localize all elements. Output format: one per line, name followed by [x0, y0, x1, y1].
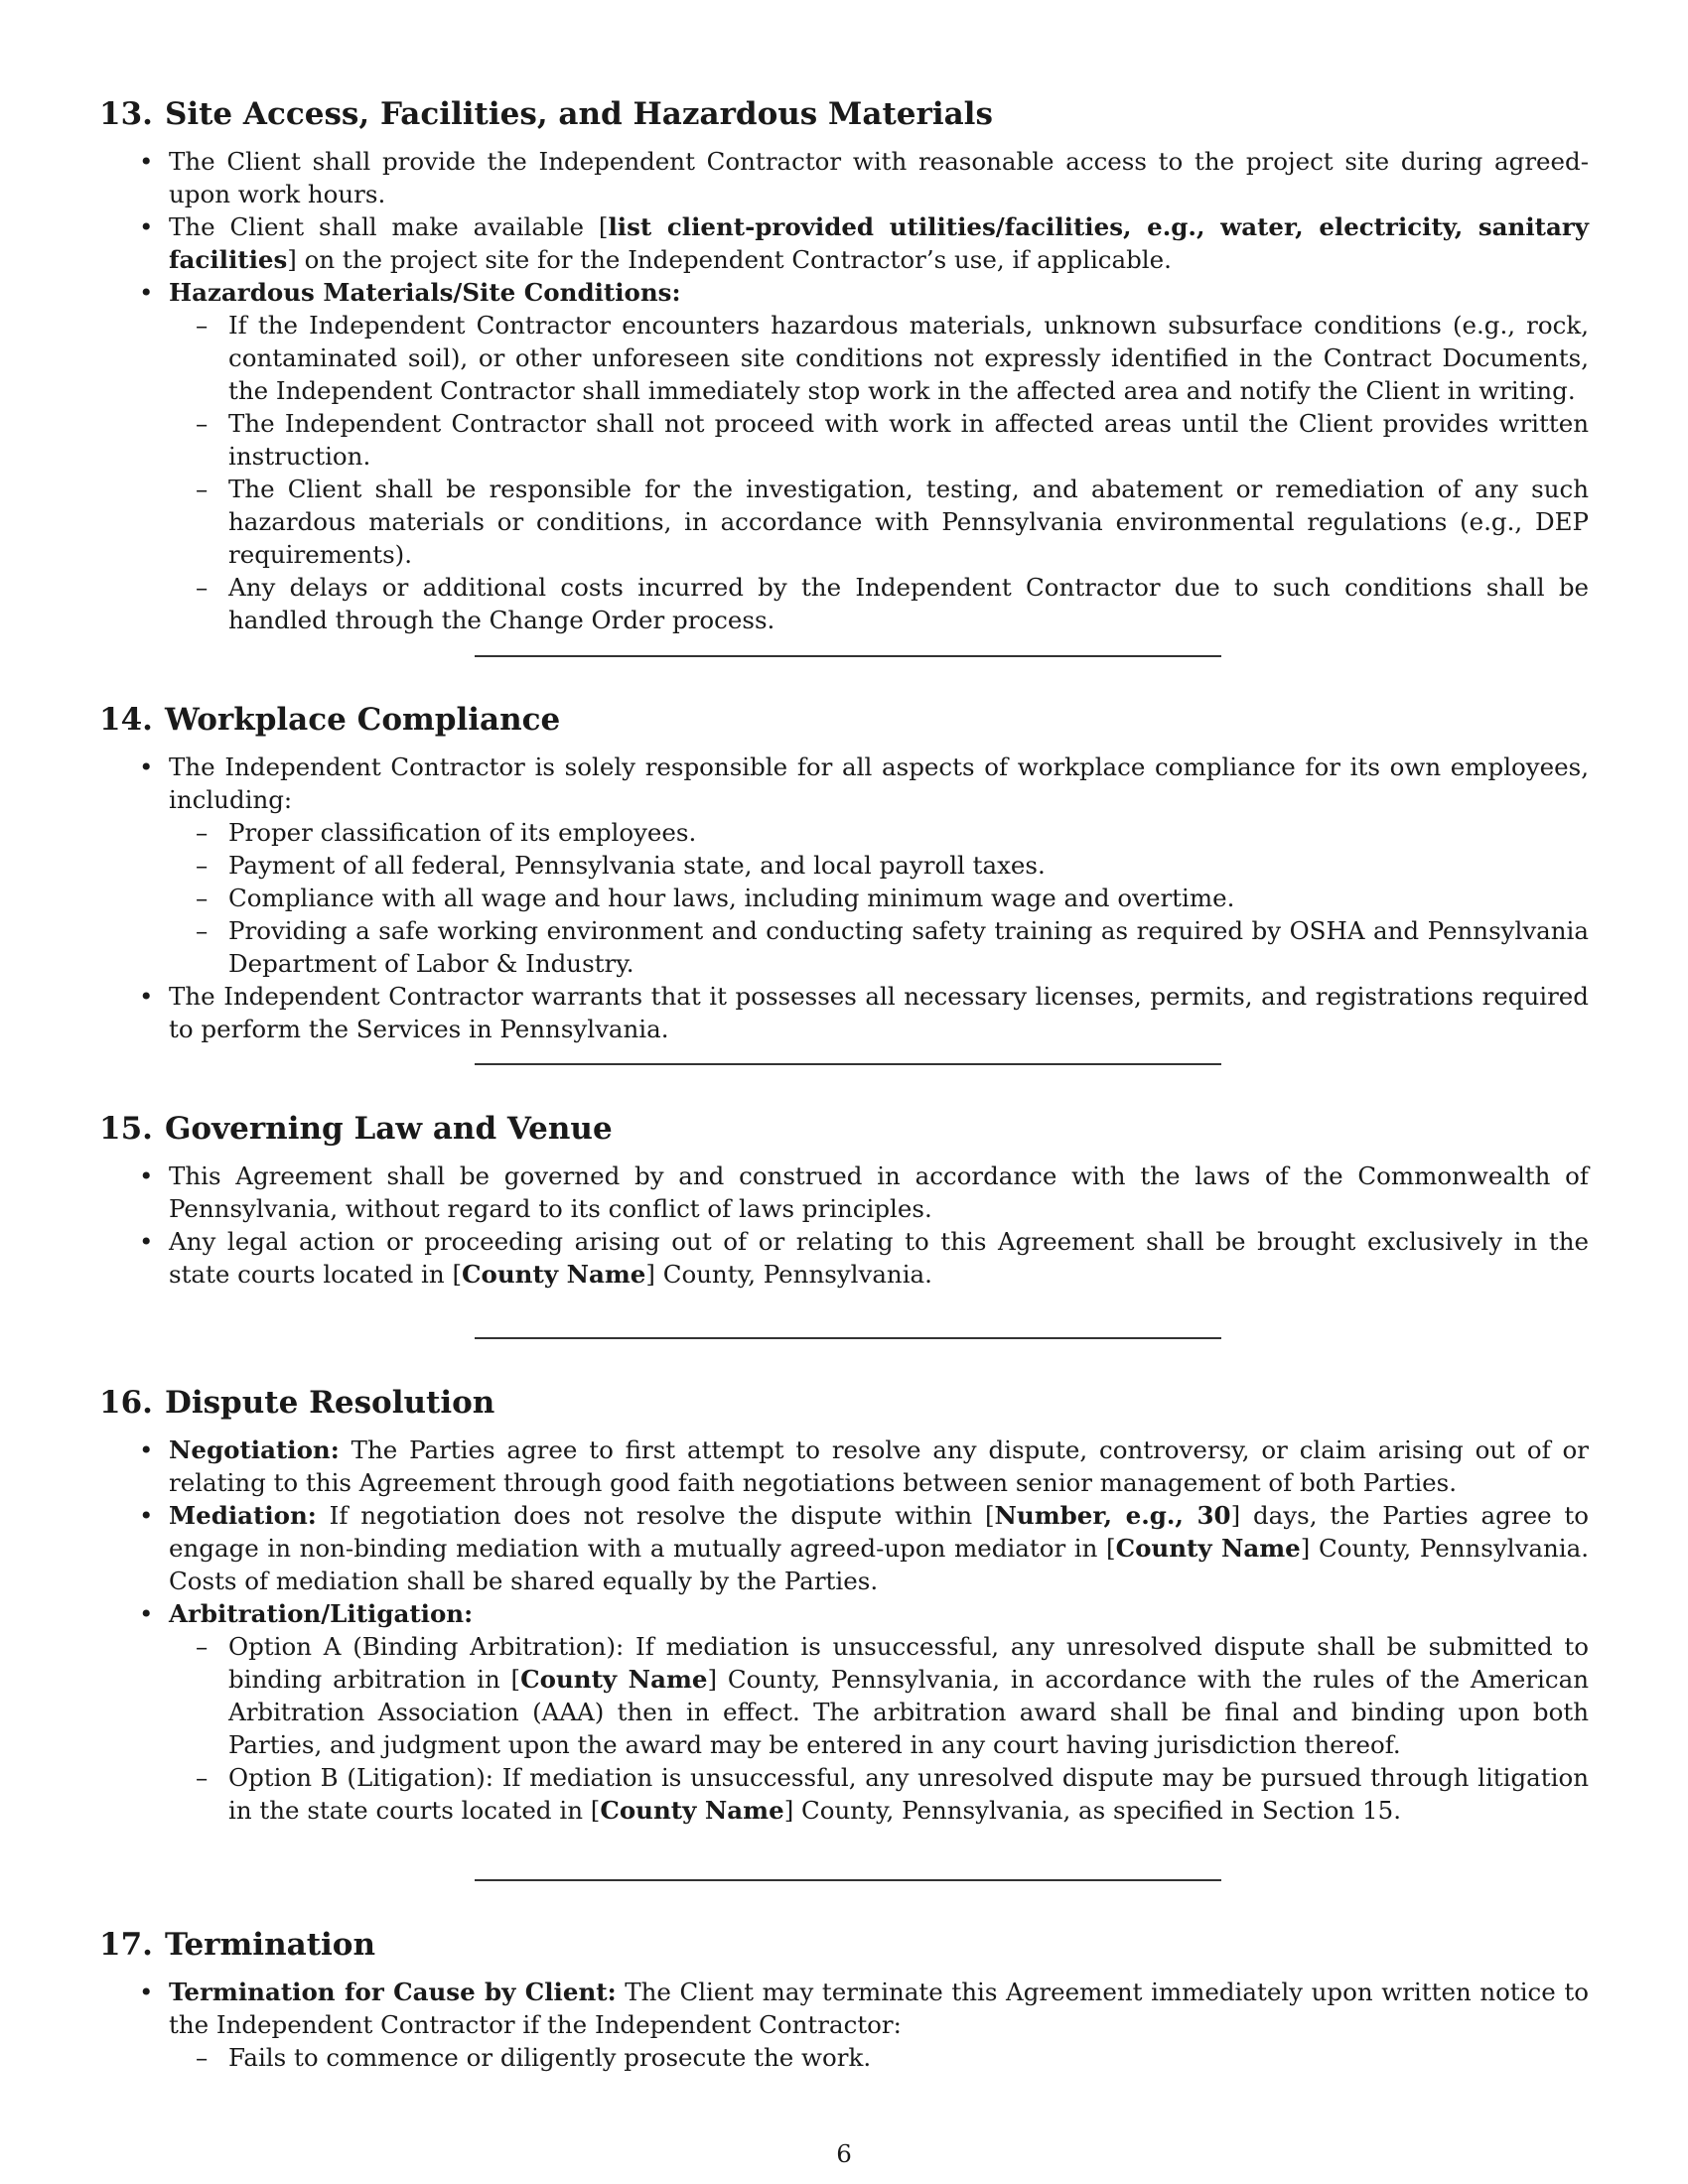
list-item: • Negotiation: The Parties agree to first attempt to resolve any dispute, controversy, or claim arising out of or relating to this Agreement through good faith negotiations between senior management of both Parties.: [139, 1435, 1589, 1497]
dash-icon: –: [196, 573, 209, 602]
bullet-icon: •: [139, 278, 154, 307]
bullet-icon: •: [139, 1435, 154, 1464]
sub-list-item: – Compliance with all wage and hour laws, including minimum wage and overtime.: [196, 884, 1235, 912]
bullet-icon: •: [139, 1227, 154, 1256]
list-item: • This Agreement shall be governed by and construed in accordance with the laws of the Commonwealth of Pennsylvania, without regard to its conflict of laws principles.: [139, 1161, 1589, 1223]
sub-list-item: – Option B (Litigation): If mediation is unsuccessful, any unresolved dispute may be pursued through litigation in the state courts located in [County Name] County, Pennsylvania, as specified in Section 15.: [196, 1763, 1589, 1825]
sub-list: [169, 816, 1589, 980]
dash-icon: –: [196, 409, 209, 438]
dash-icon: –: [196, 2043, 209, 2072]
sub-list-item: – Providing a safe working environment and conducting safety training as required by OSHA and Pennsylvania Department of Labor & Industry.: [196, 916, 1589, 978]
bullet-icon: •: [139, 752, 154, 781]
sub-list: [169, 1630, 1589, 1827]
sub-list-item: – Payment of all federal, Pennsylvania state, and local payroll taxes.: [196, 851, 1046, 880]
list-item: • Any legal action or proceeding arising out of or relating to this Agreement shall be brought exclusively in the state courts located in [County Name] County, Pennsylvania.: [139, 1227, 1589, 1289]
section-heading: 15. Governing Law and Venue: [99, 1111, 613, 1147]
section-divider: [475, 1063, 1221, 1065]
sub-list: [169, 2041, 1589, 2074]
sub-list-item: – Proper classification of its employees.: [196, 818, 697, 847]
list-item: • Arbitration/Litigation: – Option A (Binding Arbitration): If mediation is unsuccessful, any unresolved dispute shall be submitted to binding arbitration in [County Name] County, Pennsylvania, in accordance with the rules of the American Arbitration Association (AAA) then in effect. The arbitration award shall be final and binding upon both Parties, and judgment upon the award may be entered in any court having jurisdiction thereof. – Option B (Litigation): If mediation is unsuccessful, any unresolved dispute may be pursued through litigation in the state courts located in [County Name] County, Pennsylvania, as specified in Section 15.: [139, 1599, 1589, 1825]
section-heading: 13. Site Access, Facilities, and Hazardous Materials: [99, 96, 993, 132]
sub-list-item: – The Client shall be responsible for the investigation, testing, and abatement or remediation of any such hazardous materials or conditions, in accordance with Pennsylvania environmental regulations (e.g., DEP requirements).: [196, 475, 1589, 569]
dash-icon: –: [196, 475, 209, 503]
section-divider: [475, 1337, 1221, 1339]
page-number: 6: [836, 2139, 852, 2168]
bullet-list: [99, 1433, 1589, 1827]
bullet-icon: •: [139, 147, 154, 176]
section-divider: [475, 1879, 1221, 1881]
list-item: • The Independent Contractor warrants that it possesses all necessary licenses, permits, and registrations required to perform the Services in Pennsylvania.: [139, 982, 1589, 1043]
section-13: [99, 94, 1589, 636]
list-item: • Termination for Cause by Client: The Client may terminate this Agreement immediately upon written notice to the Independent Contractor if the Independent Contractor: – Fails to commence or diligently prosecute the work.: [139, 1978, 1589, 2072]
sub-list-item: – The Independent Contractor shall not proceed with work in affected areas until the Client provides written instruction.: [196, 409, 1589, 471]
section-14: [99, 700, 1589, 1045]
dash-icon: –: [196, 818, 209, 847]
list-item: • Mediation: If negotiation does not resolve the dispute within [Number, e.g., 30] days, the Parties agree to engage in non-binding mediation with a mutually agreed-upon mediator in [County Name] County, Pennsylvania. Costs of mediation shall be shared equally by the Parties.: [139, 1501, 1589, 1595]
bullet-icon: •: [139, 212, 154, 241]
sub-list-item: – If the Independent Contractor encounters hazardous materials, unknown subsurface conditions (e.g., rock, contaminated soil), or other unforeseen site conditions not expressly identified in the Contract Documents, the Independent Contractor shall immediately stop work in the affected area and notify the Client in writing.: [196, 311, 1589, 405]
bullet-icon: •: [139, 1501, 154, 1530]
dash-icon: –: [196, 851, 209, 880]
list-item: • The Client shall make available [list client-provided utilities/facilities, e.g., water, electricity, sanitary facilities] on the project site for the Independent Contractor’s use, if applicable.: [139, 212, 1590, 274]
sub-list-item: – Fails to commence or diligently prosecute the work.: [196, 2043, 872, 2072]
section-title: Dispute Resolution: [164, 1385, 495, 1421]
dash-icon: –: [196, 311, 209, 340]
section-16: [99, 1383, 1589, 1827]
section-title: Termination: [164, 1927, 376, 1963]
bullet-list: [99, 1976, 1589, 2074]
section-title: Site Access, Facilities, and Hazardous Materials: [164, 96, 993, 132]
sub-list-item: – Option A (Binding Arbitration): If mediation is unsuccessful, any unresolved dispute shall be submitted to binding arbitration in [County Name] County, Pennsylvania, in accordance with the rules of the American Arbitration Association (AAA) then in effect. The arbitration award shall be final and binding upon both Parties, and judgment upon the award may be entered in any court having jurisdiction thereof.: [196, 1632, 1589, 1759]
section-heading: 16. Dispute Resolution: [99, 1385, 495, 1421]
bullet-icon: •: [139, 1978, 154, 2006]
section-heading: 17. Termination: [99, 1927, 376, 1963]
dash-icon: –: [196, 1763, 209, 1792]
bullet-list: [99, 1160, 1589, 1291]
section-title: Governing Law and Venue: [164, 1111, 613, 1147]
bullet-icon: •: [139, 982, 154, 1011]
bullet-list: [99, 751, 1589, 1045]
sub-list-item: – Any delays or additional costs incurred by the Independent Contractor due to such conditions shall be handled through the Change Order process.: [196, 573, 1589, 634]
section-divider: [475, 655, 1221, 657]
bullet-icon: •: [139, 1599, 154, 1628]
dash-icon: –: [196, 1632, 209, 1661]
sub-list: [169, 309, 1589, 636]
section-heading: 14. Workplace Compliance: [99, 702, 561, 738]
section-15: [99, 1109, 1589, 1291]
section-17: [99, 1925, 1589, 2074]
list-item: • Hazardous Materials/Site Conditions: – If the Independent Contractor encounters hazardous materials, unknown subsurface conditions (e.g., rock, contaminated soil), or other unforeseen site conditions not expressly identified in the Contract Documents, the Independent Contractor shall immediately stop work in the affected area and notify the Client in writing. – The Independent Contractor shall not proceed with work in affected areas until the Client provides written instruction. – The Client shall be responsible for the investigation, testing, and abatement or remediation of any such hazardous materials or conditions, in accordance with Pennsylvania environmental regulations (e.g., DEP requirements). – Any delays or additional costs incurred by the Independent Contractor due to such conditions shall be handled through the Change Order process.: [139, 278, 1589, 634]
bullet-list: [99, 145, 1589, 636]
section-title: Workplace Compliance: [164, 702, 561, 738]
dash-icon: –: [196, 884, 209, 912]
list-item: • The Client shall provide the Independent Contractor with reasonable access to the project site during agreed-upon work hours.: [139, 147, 1589, 208]
bullet-icon: •: [139, 1161, 154, 1190]
list-item: • The Independent Contractor is solely responsible for all aspects of workplace compliance for its own employees, including: – Proper classification of its employees. – Payment of all federal, Pennsylvania state, and local payroll taxes. – Compliance with all wage and hour laws, including minimum wage and overtime. – Providing a safe working environment and conducting safety training as required by OSHA and Pennsylvania Department of Labor & Industry.: [139, 752, 1589, 978]
dash-icon: –: [196, 916, 209, 945]
